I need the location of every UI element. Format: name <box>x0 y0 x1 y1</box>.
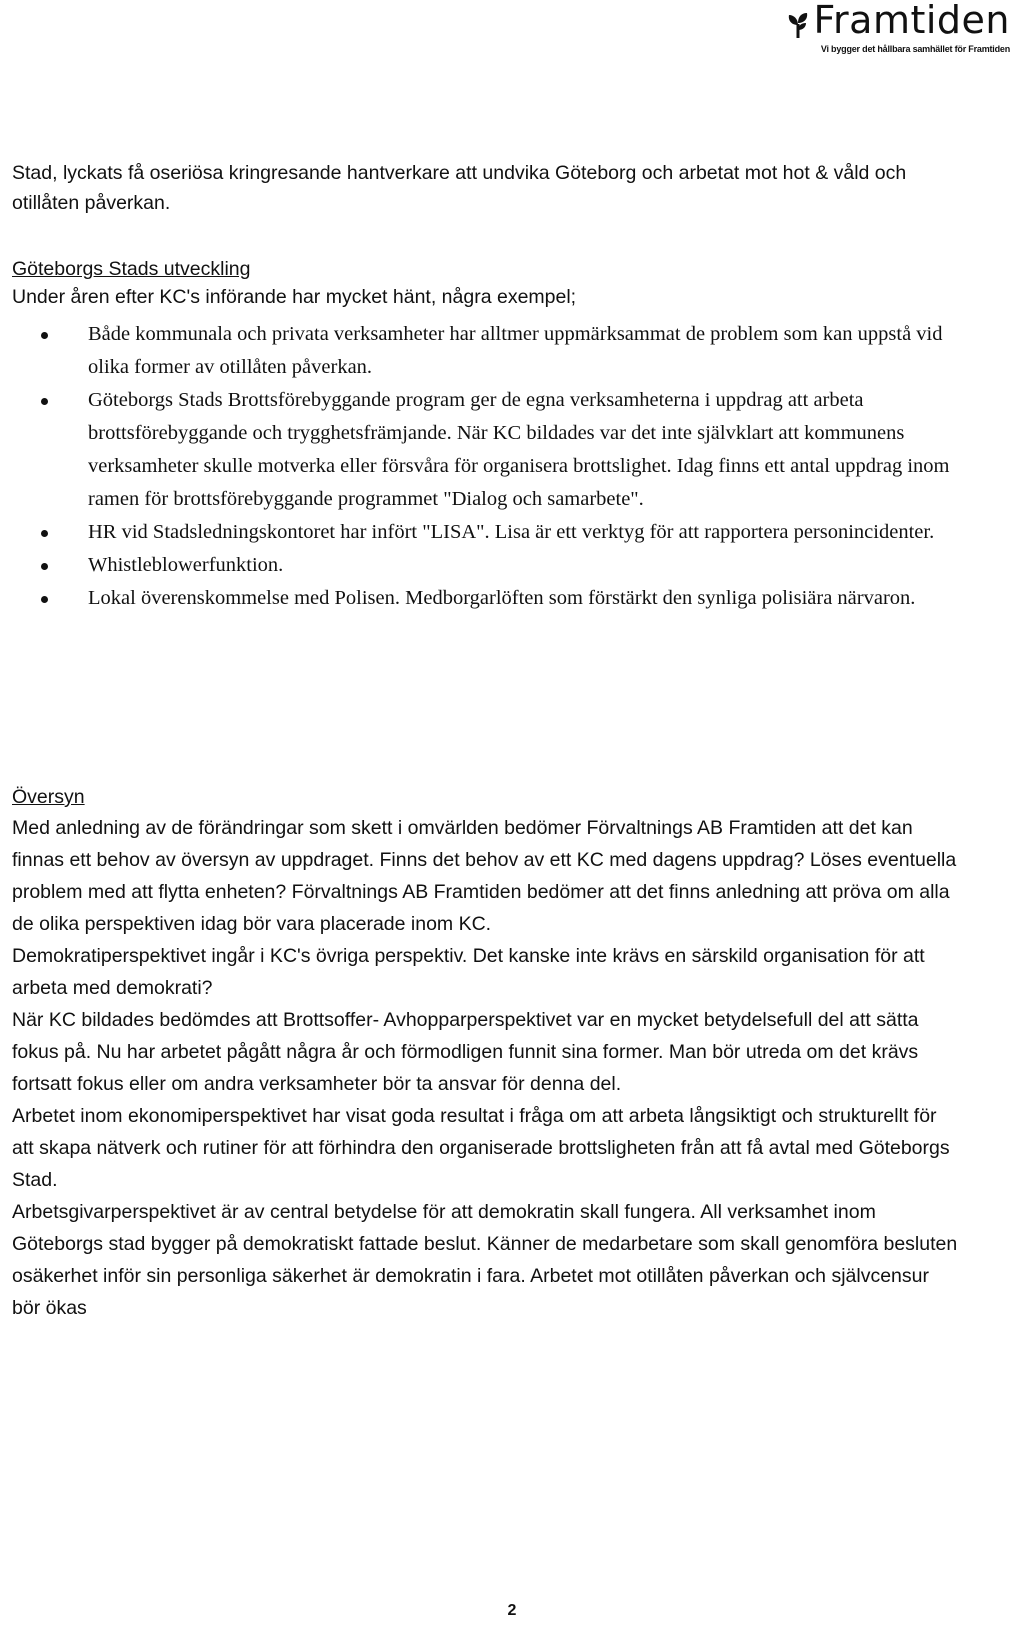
development-list <box>12 318 962 615</box>
framtiden-logo <box>760 0 1010 54</box>
bullet-icon <box>41 530 48 537</box>
logo-wordmark: Framtiden <box>813 0 1010 42</box>
overview-paragraph: Arbetsgivarperspektivet är av central betydelse för att demokratin skall fungera. All verksamhet inom Göteborgs stad bygger på demokratiskt fattade beslut. Känner de medarbetare som skall genomföra besluten osäkerhet inför sin personliga säkerhet är demokratin i fara. Arbetet mot otillåten påverkan och självcensur bör ökas <box>12 1201 958 1319</box>
logo-tagline: Vi bygger det hållbara samhället för Framtiden <box>820 44 1010 54</box>
leaf-icon <box>785 10 811 40</box>
page-number: 2 <box>507 1602 517 1619</box>
development-lead: Under åren efter KC's införande har mycket hänt, några exempel; <box>12 286 577 308</box>
list-item: HR vid Stadsledningskontoret har infört "LISA". Lisa är ett verktyg för att rapportera personincidenter. <box>12 516 962 549</box>
list-item: Göteborgs Stads Brottsförebyggande program ger de egna verksamheterna i uppdrag att arbeta brottsförebyggande och trygghetsfrämjande. När KC bildades var det inte självklart att kommunens verksamheter skulle motverka eller försvåra för organisera brottslighet. Idag finns ett antal uppdrag inom ramen för brottsförebyggande programmet "Dialog och samarbete". <box>12 384 962 516</box>
overview-paragraph: När KC bildades bedömdes att Brottsoffer- Avhopparperspektivet var en mycket betydelsefull del att sätta fokus på. Nu har arbetet pågått några år och förmodligen funnit sina former. Man bör utreda om det krävs fortsatt fokus eller om andra verksamheter bör ta ansvar för denna del. <box>12 1009 919 1095</box>
bullet-icon <box>41 398 48 405</box>
list-item: Lokal överenskommelse med Polisen. Medborgarlöften som förstärkt den synliga polisiära närvaron. <box>12 582 962 615</box>
overview-paragraph: Arbetet inom ekonomiperspektivet har visat goda resultat i fråga om att arbeta långsiktigt och strukturellt för att skapa nätverk och rutiner för att förhindra den organiserade brottsligheten från att få avtal med Göteborgs Stad. <box>12 1105 950 1191</box>
bullet-icon <box>41 332 48 339</box>
list-item: Både kommunala och privata verksamheter har alltmer uppmärksammat de problem som kan uppstå vid olika former av otillåten påverkan. <box>12 318 962 384</box>
intro-section <box>12 158 962 218</box>
bullet-icon <box>41 596 48 603</box>
overview-paragraph: Med anledning av de förändringar som skett i omvärlden bedömer Förvaltnings AB Framtiden att det kan finnas ett behov av översyn av uppdraget. Finns det behov av ett KC med dagens uppdrag? Löses eventuella problem med att flytta enheten? Förvaltnings AB Framtiden bedömer att det finns anledning att pröva om alla de olika perspektiven idag bör vara placerade inom KC. <box>12 817 957 935</box>
development-heading: Göteborgs Stads utveckling <box>12 258 251 280</box>
overview-paragraph: Demokratiperspektivet ingår i KC's övriga perspektiv. Det kanske inte krävs en särskild organisation för att arbeta med demokrati? <box>12 945 925 999</box>
overview-section <box>12 784 962 1324</box>
overview-heading: Översyn <box>12 786 85 808</box>
intro-paragraph: Stad, lyckats få oseriösa kringresande hantverkare att undvika Göteborg och arbetat mot hot & våld och otillåten påverkan. <box>12 162 907 214</box>
development-section <box>12 256 962 615</box>
list-item: Whistleblowerfunktion. <box>12 549 962 582</box>
bullet-icon <box>41 563 48 570</box>
